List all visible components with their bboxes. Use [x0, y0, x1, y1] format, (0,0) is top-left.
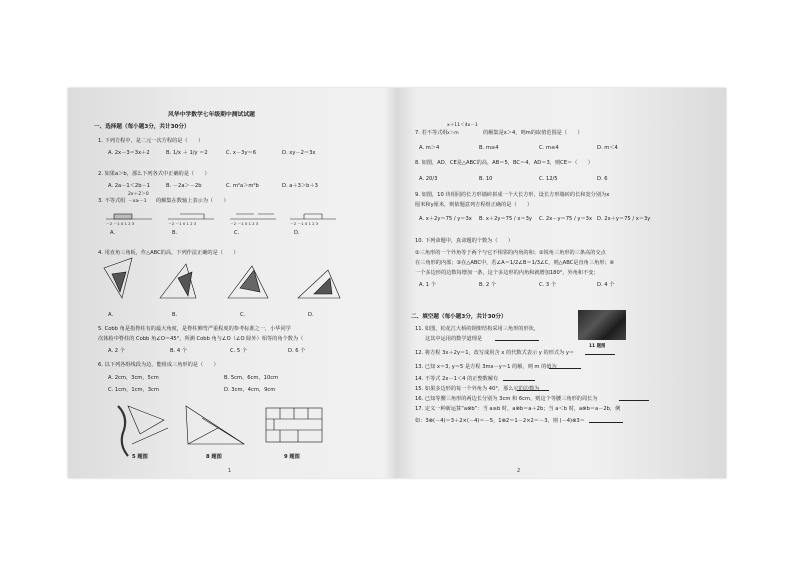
q7-system-line-2: x＞m	[447, 131, 459, 136]
q13-answer-blank[interactable]	[549, 366, 581, 369]
question-15: 15. 如果多边形的每一个外角为 40°，那么它的边数为	[415, 386, 540, 392]
question-4: 4. 用直角三角板，作△ABC的高，下列作法正确的是（ ）	[98, 250, 239, 256]
left-page-number: 1	[228, 468, 232, 474]
question-8: 8. 如图，AD、CE是△ABC的高，AB＝5，BC＝4，AD＝3，则CE＝（ ）	[415, 160, 593, 166]
question-2: 2. 如果a＞b，那么下列各式中正确的是（ ）	[98, 171, 210, 177]
q9-option-b: B. x＋2y＝75 / x＝3y	[479, 216, 532, 222]
q1-option-c: C. x－3y＝6	[226, 150, 257, 156]
q10-option-a: A. 1 个	[419, 282, 436, 288]
question-10: 10. 下列命题中，真命题的个数为（ ）	[415, 238, 514, 244]
q9-option-a: A. x＋2y＝75 / y＝3x	[419, 216, 472, 222]
q3-option-d: D.	[294, 230, 300, 236]
fig-5-label: 5 题图	[132, 454, 148, 460]
q7-option-c: C. m≤4	[539, 145, 559, 151]
q2-option-c: C. m²a＞m²b	[226, 183, 259, 189]
q1-option-a: A. 2x－3＝3x＋2	[108, 150, 150, 156]
fig-11-label: 11 题图	[589, 344, 606, 349]
q5-option-b: B. 4 个	[170, 348, 187, 354]
q1-option-d: D. xy－2＝3x	[282, 150, 316, 156]
question-3-tail: 的解集在数轴上表示为（ ）	[156, 198, 229, 204]
q4-option-b: B.	[172, 312, 178, 318]
q15-answer-blank[interactable]	[517, 388, 549, 391]
question-9-line-2: 厘米和y厘米，则依题意列方程组正确的是（ ）	[415, 202, 533, 208]
question-13: 13. 已知 x＝3, y＝5 是方程 3mx－y＝1 的解，则 m 的值为	[415, 364, 557, 370]
q5-option-a: A. 2 个	[108, 348, 125, 354]
section-1-heading: 一、选择题（每小题3分，共计30分）	[94, 124, 190, 130]
bottom-figures	[68, 88, 397, 478]
q7-option-b: B. m≥4	[479, 145, 499, 151]
left-page	[68, 88, 397, 478]
question-9-line-1: 9. 如图，10 块相同的长方形墙砖拼成一个大长方形，设长方形墙砖的长和宽分别为x	[415, 192, 610, 198]
question-11-line-1: 11. 如图，松花江大桥的钢架结构采用三角形的形状，	[415, 326, 540, 332]
fig-8-label: 8 题图	[206, 454, 222, 460]
q10-option-d: D. 4 个	[597, 282, 615, 288]
right-page-number: 2	[517, 468, 521, 474]
q8-option-b: B. 10	[479, 176, 493, 182]
question-3-lead: 3. 不等式组	[98, 198, 126, 204]
q2-option-d: D. a＋3＞b＋3	[282, 183, 318, 189]
question-1: 1. 下列方程中，是二元一次方程的是（ ）	[98, 138, 204, 144]
q3-system-line-1: 2x＋2＞0	[128, 192, 149, 197]
q9-option-c: C. 2x－y＝75 / y＝3x	[539, 216, 593, 222]
numline-a-ticks: －2 －1 0 1 2 3	[106, 221, 135, 226]
q4-option-c: C.	[240, 312, 246, 318]
q7-option-d: D. m＜4	[597, 145, 618, 151]
q14-answer-blank[interactable]	[503, 378, 535, 381]
question-6: 6. 以下列各组线段为边，能组成三角形的是（ ）	[98, 362, 219, 368]
q5-option-c: C. 5 个	[230, 348, 248, 354]
numline-d-ticks: －2 －1 0 1 2 3	[290, 221, 319, 226]
bridge-photo	[578, 310, 626, 340]
numline-b-ticks: －2 －1 0 1 2 3	[168, 221, 197, 226]
q4-option-a: A.	[108, 312, 114, 318]
q3-option-b: B.	[172, 230, 178, 236]
q10-statement-line-2: 在三角形的内部；③在△ABC中，若∠A＝1/2∠B＝1/3∠C，则△ABC是直角三角形；④	[415, 260, 615, 266]
q8-option-a: A. 20/3	[419, 176, 438, 182]
right-page	[399, 88, 726, 478]
q10-statement-line-1: ①三角形的一个外角等于两个与它不相邻的内角的和；②锐角三角形的三条高的交点	[415, 250, 606, 256]
exam-title: 风华中学数学七年级期中测试试题	[168, 112, 255, 118]
q3-option-a: A.	[110, 230, 116, 236]
q11-answer-blank[interactable]	[495, 338, 539, 341]
question-17-line-2: 如：3⊗(－4)＝3＋2×(－4)＝－5，1⊗2＝1－2×2＝－3，则 (－4)⊗3＝	[415, 418, 585, 424]
q3-system-line-2: －x≥－1	[128, 199, 147, 204]
q8-option-c: C. 12/5	[539, 176, 558, 182]
q2-option-a: A. 2a－1＜2b－1	[108, 183, 150, 189]
question-5-line-1: 5. Cobb 角是指脊柱有的最大角度，是脊柱侧弯严重程度的参考标准之一，小华同学	[98, 326, 291, 332]
q5-option-d: D. 6 个	[288, 348, 306, 354]
scanned-exam-sheet	[68, 88, 726, 478]
q1-option-b: B. 1/x ＋ 1/y ＝2	[166, 150, 208, 156]
question-16: 16. 已知等腰三角形的两边长分别为 3cm 和 6cm，则这个等腰三角形的周长为	[415, 396, 598, 402]
question-14: 14. 不等式 2x－1＜4 的正整数解有	[415, 376, 499, 382]
section-2-heading: 二、填空题（每小题3分，共计30分）	[411, 314, 507, 320]
q9-option-d: D. 2x＋y＝75 / x＝3y	[597, 216, 651, 222]
q7-option-a: A. m＞4	[419, 145, 440, 151]
q2-option-b: B. －2a＞－2b	[166, 183, 202, 189]
q6-option-a: A. 2cm，3cm，5cm	[108, 375, 159, 381]
q6-option-c: C. 1cm，1cm，3cm	[108, 387, 159, 393]
question-11-line-2: 这其中运用的数学道理是	[425, 336, 483, 342]
q10-option-c: C. 3 个	[539, 282, 557, 288]
q12-answer-blank[interactable]	[585, 352, 615, 355]
q6-option-b: B. 5cm，6cm，10cm	[224, 375, 279, 381]
question-17-line-1: 17. 定义一种新运算“a⊗b”：当 a≥b 时，a⊗b＝a＋2b；当 a＜b 时，a⊗b＝a－2b，例	[415, 406, 621, 412]
q8-option-d: D. 6	[597, 176, 608, 182]
question-12: 12. 将方程 3x＋2y＝1，改写成用含 x 的代数式表示 y 的形式为 y＝	[415, 350, 575, 356]
question-5-line-2: 次体检中脊柱的 Cobb 角∠O＝45°，所测 Cobb 角与∠O（∠O 除外）相等的角个数为（	[98, 336, 304, 342]
q16-answer-blank[interactable]	[619, 398, 649, 401]
q4-option-d: D.	[308, 312, 314, 318]
q7-system-line-1: x＋11＜4x－1	[447, 123, 478, 128]
question-7-lead: 7. 若不等式组	[415, 130, 448, 136]
q10-statement-line-3: 一个多边形的边数每增加一条，这个多边形的内角和就增加180°，外角和不变；	[415, 270, 599, 276]
question-7-tail: 的解集是x＞4，则m的取值范围是（ ）	[483, 130, 583, 136]
q17-answer-blank[interactable]	[589, 420, 623, 423]
numline-c-ticks: －2 －1 0 1 2 3	[230, 221, 259, 226]
fig-9-label: 9 题图	[284, 454, 300, 460]
q10-option-b: B. 2 个	[479, 282, 496, 288]
q6-option-d: D. 3cm，4cm，9cm	[224, 387, 276, 393]
q3-option-c: C.	[234, 230, 240, 236]
